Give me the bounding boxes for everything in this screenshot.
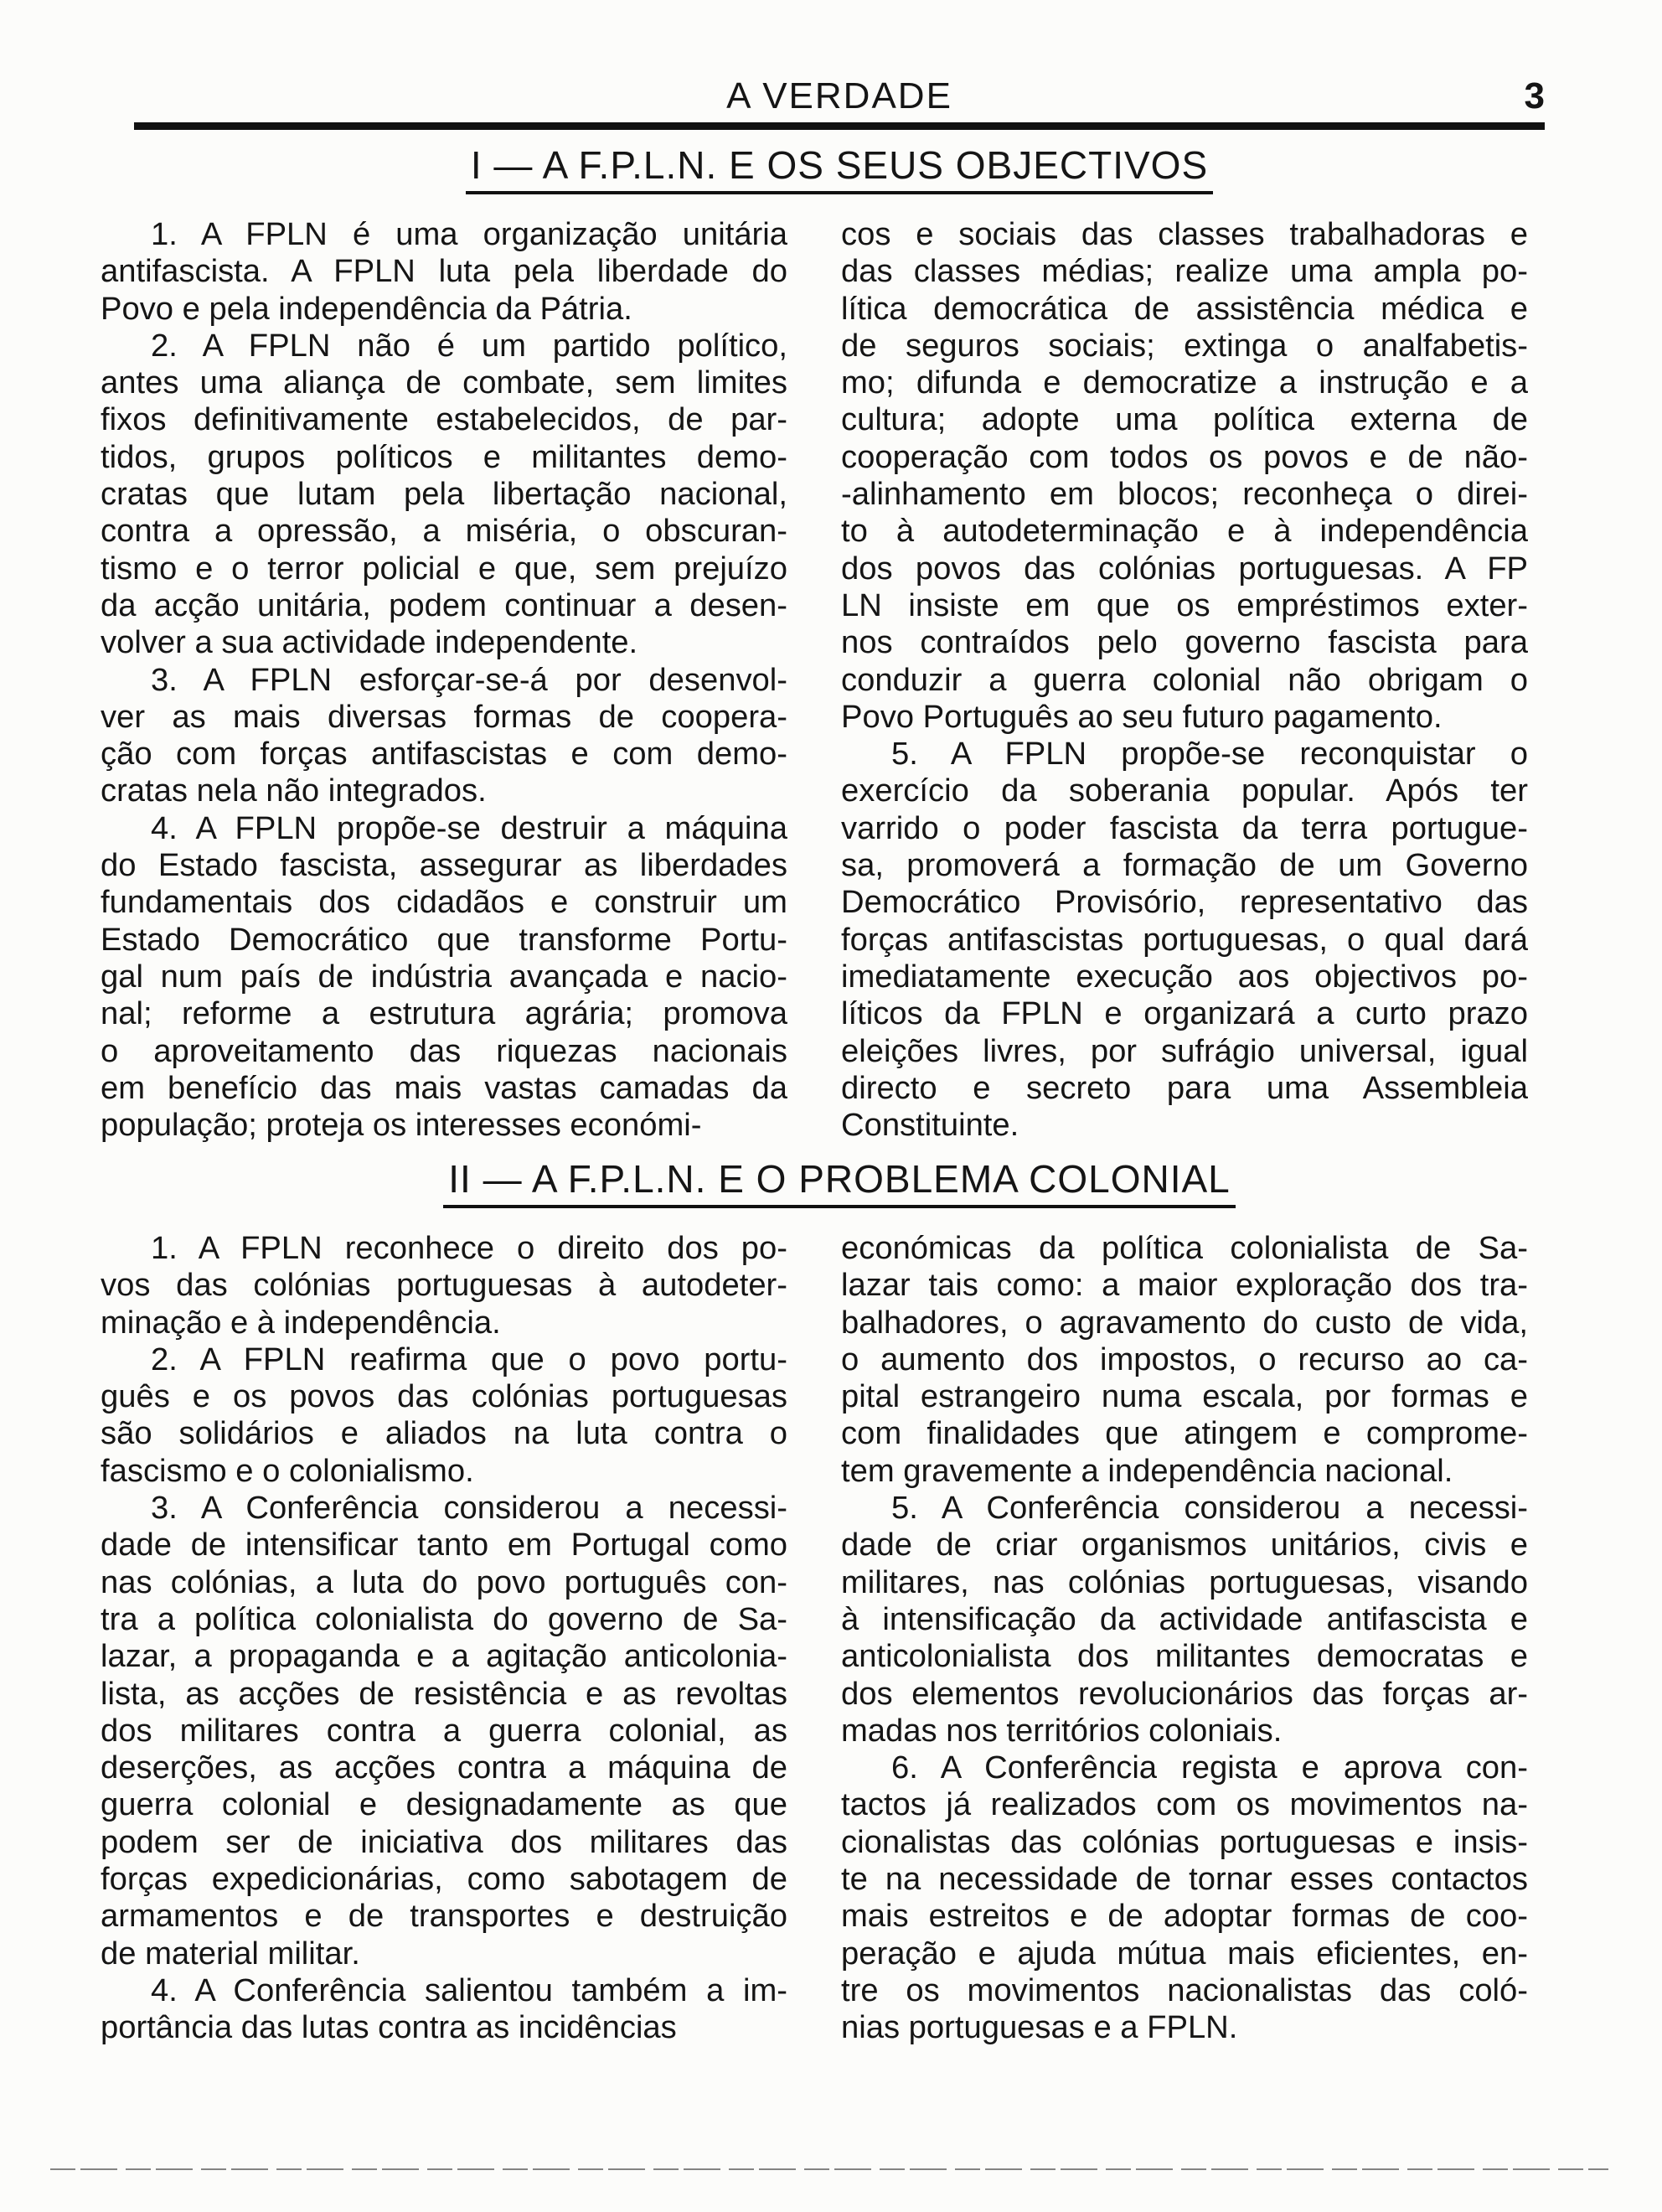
text-line: cooperação com todos os povos e de não- <box>841 438 1528 475</box>
text-line: varrido o poder fascista da terra portugue- <box>841 809 1528 846</box>
text-line: à intensificação da actividade antifascista e <box>841 1600 1528 1637</box>
text-line: com finalidades que atingem e comprome- <box>841 1415 1528 1452</box>
bottom-rule <box>50 2168 1608 2170</box>
section-1-title <box>134 142 1545 194</box>
header-rule <box>134 122 1545 130</box>
text-line: dos militares contra a guerra colonial, as <box>101 1712 787 1749</box>
text-line: 2. A FPLN reafirma que o povo portu- <box>151 1341 787 1377</box>
section-2-title-text: II — A F.P.L.N. E O PROBLEMA COLONIAL <box>443 1156 1235 1208</box>
text-line: cratas nela não integrados. <box>101 773 487 809</box>
text-line: 1. A FPLN é uma organização unitária <box>151 216 787 252</box>
text-line: cultura; adopte uma política externa de <box>841 401 1528 438</box>
text-line: o aumento dos impostos, o recurso ao ca- <box>841 1341 1528 1377</box>
text-line: nos contraídos pelo governo fascista para <box>841 624 1528 661</box>
text-line: madas nos territórios coloniais. <box>841 1712 1283 1749</box>
text-line: cionalistas das colónias portuguesas e insis- <box>841 1823 1528 1860</box>
text-line: Povo Português ao seu futuro pagamento. <box>841 698 1443 735</box>
text-line: do Estado fascista, assegurar as liberdades <box>101 847 787 884</box>
text-line: ver as mais diversas formas de coopera- <box>101 698 787 735</box>
text-line: 3. A Conferência considerou a necessi- <box>151 1490 787 1527</box>
text-line: LN insiste em que os empréstimos exter- <box>841 587 1528 623</box>
section-1-right-column <box>841 216 1528 1144</box>
text-line: deserções, as acções contra a máquina de <box>101 1749 787 1786</box>
text-line: Constituinte. <box>841 1107 1019 1144</box>
text-line: económicas da política colonialista de Sa- <box>841 1230 1528 1266</box>
text-line: gal num país de indústria avançada e nacio- <box>101 958 787 995</box>
text-line: exercício da soberania popular. Após ter <box>841 773 1528 809</box>
text-line: antes uma aliança de combate, sem limites <box>101 364 787 401</box>
text-line: lazar, a propaganda e a agitação anticolonia- <box>101 1638 787 1675</box>
text-line: tismo e o terror policial e que, sem prejuízo <box>101 550 787 587</box>
text-line: o aproveitamento das riquezas nacionais <box>101 1032 787 1069</box>
section-1-title-text: I — A F.P.L.N. E OS SEUS OBJECTIVOS <box>466 142 1213 194</box>
section-2-right-column <box>841 1230 1528 2047</box>
text-line: imediatamente execução aos objectivos po- <box>841 958 1528 995</box>
text-line: das classes médias; realize uma ampla po- <box>841 253 1528 290</box>
text-line: 5. A FPLN propõe-se reconquistar o <box>891 736 1528 773</box>
text-line: dade de intensificar tanto em Portugal como <box>101 1527 787 1563</box>
text-line: nias portuguesas e a FPLN. <box>841 2009 1238 2046</box>
text-line: dade de criar organismos unitários, civis e <box>841 1527 1528 1563</box>
text-line: contra a opressão, a miséria, o obscuran- <box>101 513 787 550</box>
text-line: tidos, grupos políticos e militantes demo- <box>101 438 787 475</box>
text-line: em benefício das mais vastas camadas da <box>101 1069 787 1106</box>
text-line: dos povos das colónias portuguesas. A FP <box>841 550 1528 587</box>
text-line: 1. A FPLN reconhece o direito dos po- <box>151 1230 787 1266</box>
text-line: Estado Democrático que transforme Portu- <box>101 921 787 958</box>
section-2-title <box>134 1156 1545 1208</box>
text-line: cos e sociais das classes trabalhadoras e <box>841 216 1528 252</box>
text-line: fundamentais dos cidadãos e construir um <box>101 884 787 921</box>
text-line: pital estrangeiro numa escala, por formas e <box>841 1378 1528 1415</box>
text-line: guês e os povos das colónias portuguesas <box>101 1378 787 1415</box>
text-line: da acção unitária, podem continuar a desen- <box>101 587 787 623</box>
text-line: militares, nas colónias portuguesas, visando <box>841 1563 1528 1600</box>
newspaper-title: A VERDADE <box>726 75 952 116</box>
text-line: conduzir a guerra colonial não obrigam o <box>841 661 1528 698</box>
text-line: lítica democrática de assistência médica e <box>841 290 1528 327</box>
section-1-left-column <box>101 216 787 1144</box>
text-line: vos das colónias portuguesas à autodeter- <box>101 1267 787 1304</box>
text-line: mais estreitos e de adoptar formas de coo- <box>841 1898 1528 1935</box>
page-header <box>134 75 1545 126</box>
text-line: armamentos e de transportes e destruição <box>101 1898 787 1935</box>
text-line: dos elementos revolucionários das forças ar- <box>841 1675 1528 1712</box>
text-line: mo; difunda e democratize a instrução e a <box>841 364 1528 401</box>
text-line: tre os movimentos nacionalistas das coló- <box>841 1972 1528 2008</box>
text-line: guerra colonial e designadamente as que <box>101 1786 787 1823</box>
text-line: fixos definitivamente estabelecidos, de par- <box>101 401 787 438</box>
text-line: antifascista. A FPLN luta pela liberdade do <box>101 253 787 290</box>
text-line: 6. A Conferência regista e aprova con- <box>891 1749 1528 1786</box>
section-2-left-column <box>101 1230 787 2047</box>
text-line: portância das lutas contra as incidências <box>101 2009 677 2046</box>
text-line: -alinhamento em blocos; reconheça o direi- <box>841 476 1528 513</box>
text-line: balhadores, o agravamento do custo de vida, <box>841 1304 1528 1341</box>
text-line: 4. A Conferência salientou também a im- <box>151 1972 787 2008</box>
text-line: anticolonialista dos militantes democratas e <box>841 1638 1528 1675</box>
text-line: cratas que lutam pela libertação nacional, <box>101 476 787 513</box>
text-line: população; proteja os interesses económi- <box>101 1107 702 1144</box>
text-line: eleições livres, por sufrágio universal, igual <box>841 1032 1528 1069</box>
text-line: peração e ajuda mútua mais eficientes, en- <box>841 1935 1528 1972</box>
text-line: directo e secreto para uma Assembleia <box>841 1069 1528 1106</box>
text-line: sa, promoverá a formação de um Governo <box>841 847 1528 884</box>
text-line: lazar tais como: a maior exploração dos tra- <box>841 1267 1528 1304</box>
text-line: 5. A Conferência considerou a necessi- <box>891 1490 1528 1527</box>
text-line: de material militar. <box>101 1935 360 1972</box>
text-line: tem gravemente a independência nacional. <box>841 1452 1453 1489</box>
text-line: to à autodeterminação e à independência <box>841 513 1528 550</box>
text-line: são solidários e aliados na luta contra o <box>101 1415 787 1452</box>
text-line: forças antifascistas portuguesas, o qual dará <box>841 921 1528 958</box>
text-line: fascismo e o colonialismo. <box>101 1452 474 1489</box>
page-number: 3 <box>1524 75 1545 116</box>
text-line: forças expedicionárias, como sabotagem de <box>101 1861 787 1898</box>
text-line: nas colónias, a luta do povo português con- <box>101 1563 787 1600</box>
text-line: volver a sua actividade independente. <box>101 624 638 661</box>
text-line: Povo e pela independência da Pátria. <box>101 290 632 327</box>
text-line: te na necessidade de tornar esses contactos <box>841 1861 1528 1898</box>
text-line: tra a política colonialista do governo de Sa- <box>101 1600 787 1637</box>
text-line: 3. A FPLN esforçar-se-á por desenvol- <box>151 661 787 698</box>
text-line: de seguros sociais; extinga o analfabetis- <box>841 327 1528 364</box>
text-line: Democrático Provisório, representativo das <box>841 884 1528 921</box>
text-line: ção com forças antifascistas e com demo- <box>101 736 787 773</box>
text-line: nal; reforme a estrutura agrária; promova <box>101 995 787 1032</box>
text-line: podem ser de iniciativa dos militares das <box>101 1823 787 1860</box>
text-line: minação e à independência. <box>101 1304 501 1341</box>
text-line: tactos já realizados com os movimentos na- <box>841 1786 1528 1823</box>
text-line: 2. A FPLN não é um partido político, <box>151 327 787 364</box>
text-line: 4. A FPLN propõe-se destruir a máquina <box>151 809 787 846</box>
text-line: lista, as acções de resistência e as revoltas <box>101 1675 787 1712</box>
text-line: líticos da FPLN e organizará a curto prazo <box>841 995 1528 1032</box>
